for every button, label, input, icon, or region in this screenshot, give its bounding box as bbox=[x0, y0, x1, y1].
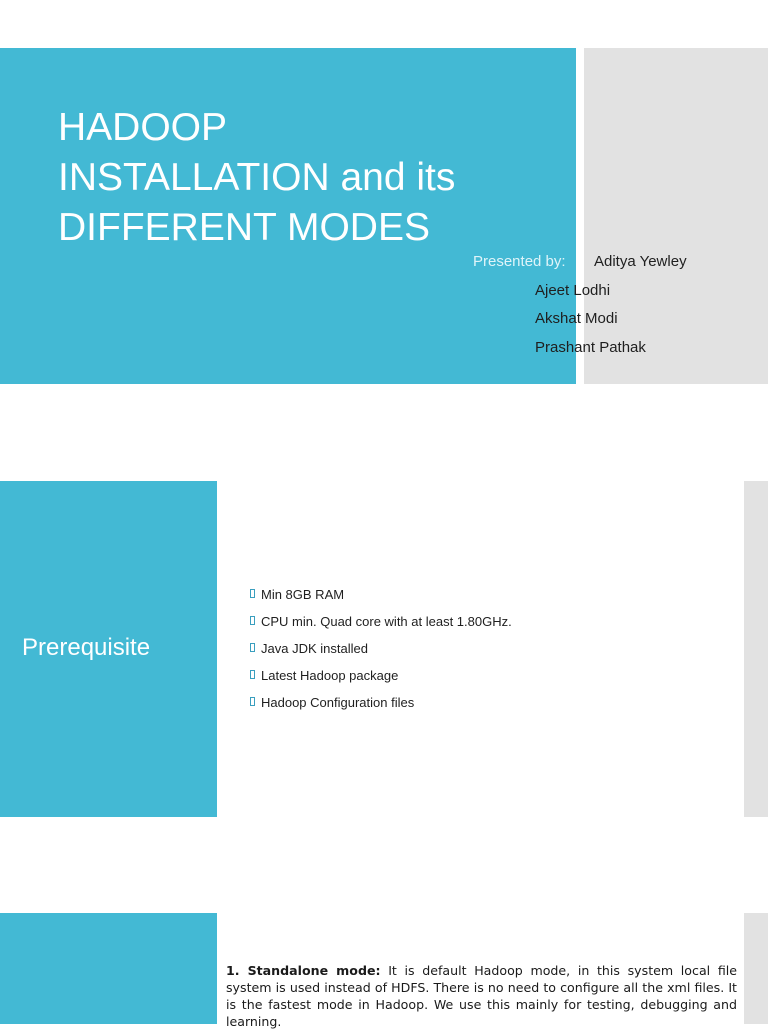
prerequisite-slide-side-panel bbox=[744, 481, 768, 817]
author-name: Akshat Modi bbox=[535, 310, 618, 327]
title-line: INSTALLATION and its bbox=[58, 156, 456, 199]
list-item bbox=[248, 611, 512, 638]
author-name: Aditya Yewley bbox=[594, 253, 687, 270]
standalone-mode-paragraph bbox=[226, 962, 737, 1030]
bullet-icon bbox=[250, 643, 255, 652]
prerequisite-heading: Prerequisite bbox=[22, 634, 151, 661]
bullet-icon bbox=[250, 670, 255, 679]
list-item-text: Latest Hadoop package bbox=[261, 668, 399, 683]
title-line: DIFFERENT MODES bbox=[58, 206, 430, 249]
modes-slide-panel bbox=[0, 913, 217, 1024]
bullet-icon bbox=[250, 697, 255, 706]
list-item-text: Java JDK installed bbox=[261, 641, 368, 656]
mode-description: It is default Hadoop mode, in this system local file system is used instead of HDFS. There is no need to configure all the xml files. It is the fastest mode in Hadoop. We use this mainly for testing, debugging and learning. bbox=[226, 963, 737, 1029]
author-name: Ajeet Lodhi bbox=[535, 282, 611, 299]
title-line: HADOOP bbox=[58, 106, 228, 149]
mode-label: 1. Standalone mode: bbox=[226, 963, 381, 978]
list-item bbox=[248, 638, 512, 665]
list-item-text: Min 8GB RAM bbox=[261, 587, 345, 602]
list-item-text: CPU min. Quad core with at least 1.80GHz. bbox=[261, 614, 512, 629]
list-item bbox=[248, 584, 512, 611]
prerequisite-list bbox=[248, 584, 512, 719]
slide-title bbox=[58, 103, 558, 253]
list-item-text: Hadoop Configuration files bbox=[261, 695, 415, 710]
bullet-icon bbox=[250, 616, 255, 625]
modes-slide-side-panel bbox=[744, 913, 768, 1024]
presented-by-label: Presented by: bbox=[473, 253, 566, 270]
list-item bbox=[248, 665, 512, 692]
author-name: Prashant Pathak bbox=[535, 339, 646, 356]
title-slide-side-panel bbox=[584, 48, 768, 384]
list-item bbox=[248, 692, 512, 719]
bullet-icon bbox=[250, 589, 255, 598]
